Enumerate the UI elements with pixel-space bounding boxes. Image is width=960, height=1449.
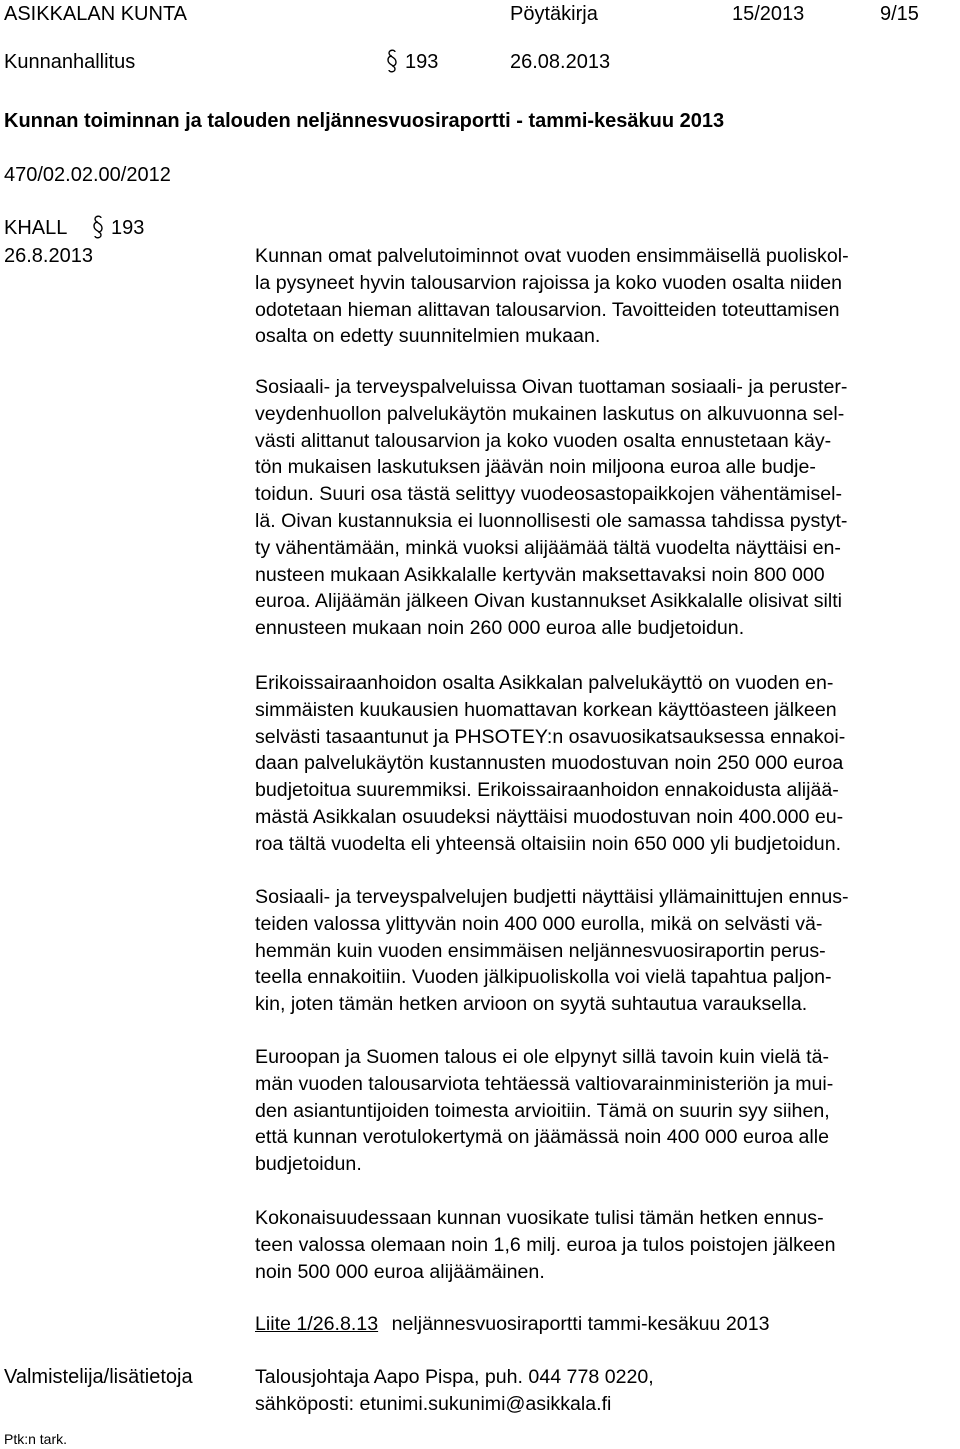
paragraph-overview [255,243,955,350]
text-line: västi alittanut talousarvion ja koko vuoden osalta ennustetaan käy- [255,429,832,452]
khall-label: KHALL [4,217,68,239]
paragraph-economy [255,1044,955,1178]
text-line: euroa. Alijäämän jälkeen Oivan kustannukset Asikkalalle olisivat silti [255,590,843,613]
preparer-label: Valmistelija/lisätietoja [4,1366,193,1388]
page-number: 9/15 [880,3,919,25]
section-sign-icon [90,214,106,240]
text-line: män vuoden talousarviota tehtäessä valtiovarainministeriön ja mui- [255,1072,834,1095]
contact-line-1: Talousjohtaja Aapo Pispa, puh. 044 778 0220, [255,1366,654,1388]
text-line: noin 500 000 euroa alijäämäinen. [255,1260,545,1283]
text-line: osalta on edetty suunnitelmien mukaan. [255,325,601,348]
text-line: että kunnan verotulokertymä on jäämässä noin 400 000 euroa alle [255,1126,830,1149]
text-line: ty vähentämään, minkä vuoksi alijäämää tältä vuodelta näyttäisi en- [255,536,841,559]
paragraph-specialized-care [255,670,955,858]
text-line: budjetoitua suuremmiksi. Erikoissairaanhoidon ennakoidusta alijää- [255,779,839,802]
case-number: 470/02.02.00/2012 [4,164,171,186]
text-line: teen valossa olemaan noin 1,6 milj. euroa ja tulos poistojen jälkeen [255,1233,836,1256]
text-line: budjetoidun. [255,1153,362,1176]
attachment-description: neljännesvuosiraportti tammi-kesäkuu 2013 [391,1313,770,1335]
text-line: Erikoissairaanhoidon osalta Asikkalan palvelukäyttö on vuoden en- [255,672,834,694]
text-line: roa tältä vuodelta eli yhteensä oltaisiin noin 650 000 yli budjetoidun. [255,832,842,855]
text-line: lä. Oivan kustannuksia ei luonnollisesti ole samassa tahdissa pystyt- [255,509,848,532]
document-number: 15/2013 [732,3,805,25]
document-type: Pöytäkirja [510,3,598,25]
section-sign-icon [384,48,400,74]
text-line: odotetaan hieman alittavan talousarvion. Tavoitteiden toteuttamisen [255,298,840,321]
text-line: Sosiaali- ja terveyspalvelujen budjetti näyttäisi yllämainittujen ennus- [255,886,849,908]
khall-section: 193 [111,217,145,239]
text-line: ennusteen mukaan noin 260 000 euroa alle budjetoidun. [255,617,745,640]
initials-label: Ptk:n tark. [4,1431,68,1447]
text-line: teella ennakoitiin. Vuoden jälkipuoliskolla voi vielä tapahtua paljon- [255,966,832,989]
attachment-link[interactable]: Liite 1/26.8.13 [255,1313,379,1335]
meeting-section: 193 [405,51,439,73]
attachment-row [255,1311,770,1337]
text-line: tön mukaisen laskutuksen jäävän noin miljoona euroa alle budje- [255,456,816,479]
text-line: veydenhuollon palvelukäytön mukainen laskutus on alkuvuonna sel- [255,402,845,425]
paragraph-budget-forecast [255,884,955,1018]
meeting-date: 26.08.2013 [510,51,611,73]
text-line: nusteen mukaan Asikkalalle kertyvän maksettavaksi noin 800 000 [255,563,825,586]
text-line: la pysyneet hyvin talousarvion rajoissa ja koko vuoden osalta niiden [255,271,843,294]
text-line: simmäisten kuukausien huomattavan korkean käyttöasteen jälkeen [255,698,837,721]
text-line: kin, joten tämän hetken arvioon on syytä suhtautua varauksella. [255,993,808,1016]
text-line: toidun. Suuri osa tästä selittyy vuodeosastopaikkojen vähentämisel- [255,483,843,506]
text-line: daan palvelukäytön kustannusten muodostuvan noin 250 000 euroa [255,752,844,775]
page-title: Kunnan toiminnan ja talouden neljännesvuosiraportti - tammi-kesäkuu 2013 [4,110,725,132]
text-line: den asiantuntijoiden toimesta arvioitiin. Tämä on suurin syy siihen, [255,1099,830,1122]
text-line: teiden valossa ylittyvän noin 400 000 eurolla, mikä on selvästi vä- [255,912,823,935]
paragraph-social-health [255,374,955,642]
paragraph-summary [255,1205,955,1285]
municipality-name: ASIKKALAN KUNTA [4,3,188,25]
meeting-body: Kunnanhallitus [4,51,136,73]
text-line: Kokonaisuudessaan kunnan vuosikate tulisi tämän hetken ennus- [255,1207,824,1229]
text-line: mästä Asikkalan osuudeksi näyttäisi muodostuvan noin 400.000 eu- [255,805,844,828]
text-line: Kunnan omat palvelutoiminnot ovat vuoden ensimmäisellä puoliskol- [255,245,849,267]
text-line: hemmän kuin vuoden ensimmäisen neljännesvuosiraportin perus- [255,939,826,962]
contact-email-line: sähköposti: etunimi.sukunimi@asikkala.fi [255,1393,612,1415]
text-line: selvästi tasaantunut ja PHSOTEY:n osavuosikatsauksessa ennakoi- [255,725,846,748]
text-line: Sosiaali- ja terveyspalveluissa Oivan tuottaman sosiaali- ja peruster- [255,376,848,398]
text-line: Euroopan ja Suomen talous ei ole elpynyt sillä tavoin kuin vielä tä- [255,1046,829,1068]
khall-date: 26.8.2013 [4,245,93,267]
